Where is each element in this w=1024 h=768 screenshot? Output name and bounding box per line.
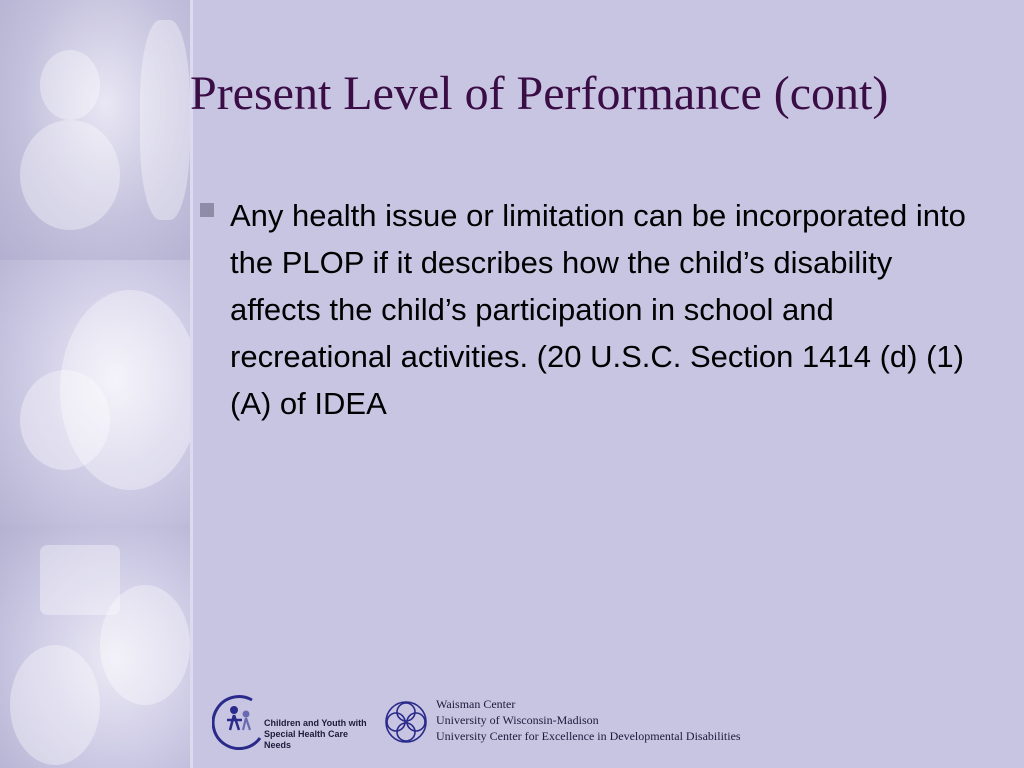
cyshcn-logo bbox=[212, 690, 372, 750]
child-face-photo bbox=[0, 260, 192, 525]
bullet-item: Any health issue or limitation can be incorporated into the PLOP if it describes how the child’s disability affects the child’s participation in school and recreational activities. (20 U.S.C. Section 1414 (d) (1) (A) of IDEA bbox=[230, 198, 966, 421]
waisman-line-3: University Center for Excellence in Developmental Disabilities bbox=[436, 729, 741, 743]
bullet-list bbox=[200, 192, 990, 427]
family-figures-icon bbox=[212, 690, 272, 750]
waisman-line-1: Waisman Center bbox=[436, 697, 516, 711]
wheelchair-photo bbox=[0, 0, 192, 260]
waisman-center-info bbox=[436, 696, 741, 744]
square-bullet-icon bbox=[200, 203, 214, 217]
slide-title: Present Level of Performance (cont) bbox=[190, 67, 889, 120]
footer bbox=[200, 690, 1020, 760]
waisman-circles-icon bbox=[382, 698, 430, 746]
waisman-line-2: University of Wisconsin-Madison bbox=[436, 713, 599, 727]
family-photo bbox=[0, 525, 192, 768]
cyshcn-logo-text: Children and Youth with Special Health Care Needs bbox=[264, 718, 367, 750]
decorative-photo-strip bbox=[0, 0, 192, 768]
